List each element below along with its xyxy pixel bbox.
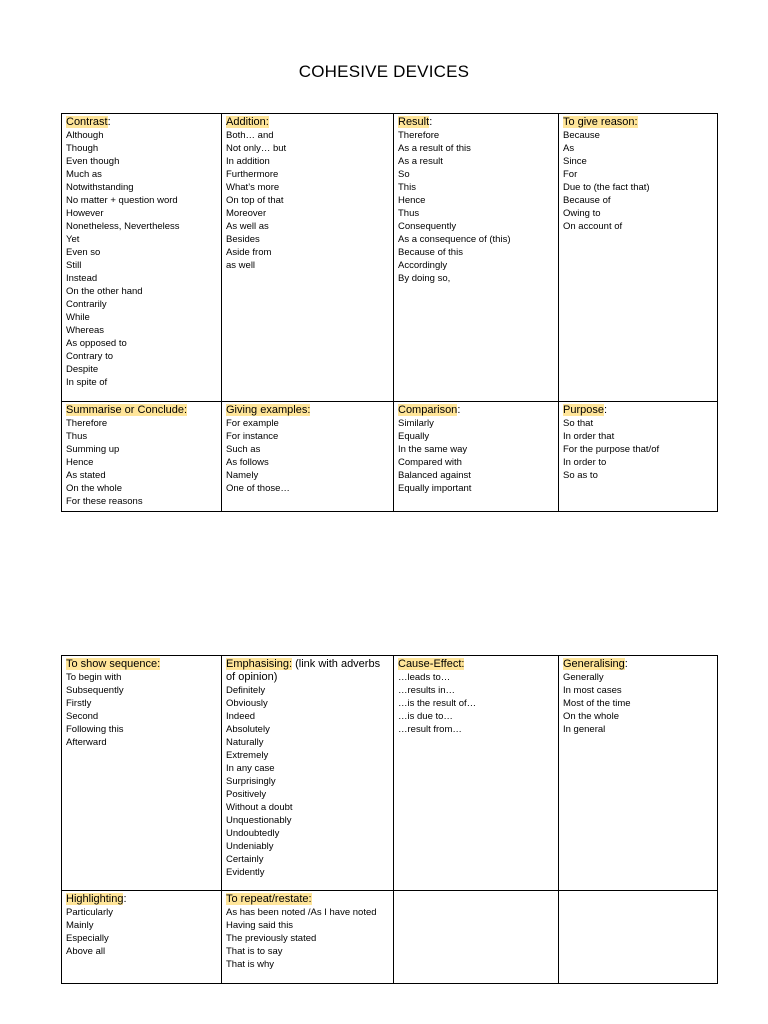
list-item: Moreover	[226, 208, 267, 219]
list-item: As follows	[226, 457, 269, 468]
list-item: Though	[66, 143, 99, 154]
list-item: Above all	[66, 946, 106, 957]
list-item: Hence	[66, 457, 94, 468]
list-item: Equally	[398, 431, 430, 442]
list-item: To begin with	[66, 672, 122, 683]
list-item: Both… and	[226, 130, 274, 141]
list-item: Because	[563, 130, 600, 141]
category-cell	[62, 656, 222, 891]
category-cell	[559, 656, 718, 891]
list-item: While	[66, 312, 90, 323]
list-item: On the whole	[66, 483, 122, 494]
list-item: Accordingly	[398, 260, 448, 271]
list-item: Summing up	[66, 444, 120, 455]
category-cell	[394, 402, 559, 512]
list-item: For	[563, 169, 578, 180]
list-item: That is why	[226, 959, 275, 970]
list-item: Indeed	[226, 711, 256, 722]
list-item: As stated	[66, 470, 106, 481]
category-suffix: :	[429, 116, 433, 128]
list-item: In spite of	[66, 377, 108, 388]
category-heading	[66, 658, 217, 671]
list-item: Balanced against	[398, 470, 471, 481]
category-title: Contrast	[66, 116, 108, 128]
list-item: Surprisingly	[226, 776, 276, 787]
list-item: Although	[66, 130, 104, 141]
category-cell	[222, 656, 394, 891]
list-item: …is the result of…	[398, 698, 477, 709]
list-item: In general	[563, 724, 606, 735]
list-item: Due to (the fact that)	[563, 182, 650, 193]
category-cell	[222, 402, 394, 512]
list-item: As opposed to	[66, 338, 127, 349]
word-list	[398, 417, 554, 495]
list-item: Even so	[66, 247, 101, 258]
category-cell	[62, 114, 222, 402]
list-item: Therefore	[66, 418, 108, 429]
list-item: Even though	[66, 156, 120, 167]
list-item: Certainly	[226, 854, 264, 865]
category-suffix: :	[107, 116, 111, 128]
word-list	[563, 129, 713, 233]
category-title: Giving examples:	[226, 404, 311, 416]
list-item: Instead	[66, 273, 98, 284]
category-suffix: (link with adverbs of opinion)	[226, 658, 381, 683]
devices-table-2	[61, 655, 718, 984]
list-item: Since	[563, 156, 587, 167]
list-item: What’s more	[226, 182, 280, 193]
category-suffix: :	[624, 658, 628, 670]
category-cell	[559, 402, 718, 512]
table-row	[62, 891, 718, 984]
category-title: To show sequence:	[66, 658, 161, 670]
word-list	[398, 671, 554, 736]
list-item: As has been noted /As I have noted	[226, 907, 377, 918]
word-list	[563, 671, 713, 736]
category-heading	[226, 404, 389, 417]
list-item: Yet	[66, 234, 80, 245]
category-title: Summarise or Conclude:	[66, 404, 188, 416]
category-cell	[222, 114, 394, 402]
list-item: Especially	[66, 933, 109, 944]
list-item: Evidently	[226, 867, 265, 878]
list-item: Generally	[563, 672, 604, 683]
page-title: COHESIVE DEVICES	[298, 62, 470, 81]
list-item: For the purpose that/of	[563, 444, 660, 455]
list-item: Undeniably	[226, 841, 274, 852]
list-item: Because of	[563, 195, 611, 206]
category-heading	[66, 404, 217, 417]
category-heading	[563, 404, 713, 417]
table-row	[62, 656, 718, 891]
category-suffix: :	[457, 404, 461, 416]
list-item: Similarly	[398, 418, 434, 429]
category-cell	[222, 891, 394, 984]
list-item: However	[66, 208, 104, 219]
list-item: For example	[226, 418, 279, 429]
category-cell	[559, 891, 718, 984]
list-item: …results in…	[398, 685, 456, 696]
list-item: Not only… but	[226, 143, 287, 154]
word-list	[66, 671, 217, 749]
list-item: Firstly	[66, 698, 92, 709]
list-item: Having said this	[226, 920, 294, 931]
list-item: Consequently	[398, 221, 457, 232]
list-item: One of those…	[226, 483, 290, 494]
list-item: Hence	[398, 195, 426, 206]
word-list	[66, 906, 217, 958]
list-item: On the whole	[563, 711, 619, 722]
list-item: Besides	[226, 234, 260, 245]
category-title: Highlighting	[66, 893, 124, 905]
list-item: On top of that	[226, 195, 284, 206]
list-item: Still	[66, 260, 82, 271]
list-item: The previously stated	[226, 933, 317, 944]
table-row	[62, 402, 718, 512]
category-suffix: :	[123, 893, 127, 905]
list-item: Thus	[66, 431, 88, 442]
category-title: Comparison	[398, 404, 458, 416]
list-item: Thus	[398, 208, 420, 219]
list-item: As a result of this	[398, 143, 471, 154]
list-item: As	[563, 143, 575, 154]
list-item: Furthermore	[226, 169, 279, 180]
list-item: So	[398, 169, 410, 180]
category-cell	[62, 891, 222, 984]
list-item: Contrarily	[66, 299, 107, 310]
category-heading	[563, 116, 713, 129]
category-suffix: :	[603, 404, 608, 416]
category-cell	[394, 891, 559, 984]
list-item: On the other hand	[66, 286, 143, 297]
category-heading	[226, 116, 389, 129]
list-item: Because of this	[398, 247, 463, 258]
list-item: Obviously	[226, 698, 268, 709]
list-item: Undoubtedly	[226, 828, 280, 839]
list-item: Following this	[66, 724, 124, 735]
list-item: Namely	[226, 470, 259, 481]
category-title: Addition:	[226, 116, 269, 128]
list-item: As a consequence of (this)	[398, 234, 511, 245]
category-heading	[563, 658, 713, 671]
word-list	[66, 417, 217, 508]
list-item: For these reasons	[66, 496, 143, 507]
list-item: Positively	[226, 789, 267, 800]
category-heading	[66, 893, 217, 906]
list-item: Therefore	[398, 130, 440, 141]
list-item: Much as	[66, 169, 102, 180]
list-item: …is due to…	[398, 711, 453, 722]
list-item: Such as	[226, 444, 261, 455]
list-item: Definitely	[226, 685, 266, 696]
word-list	[226, 417, 389, 495]
list-item: Extremely	[226, 750, 269, 761]
category-title: To repeat/restate:	[226, 893, 312, 905]
category-title: Result	[398, 116, 430, 128]
list-item: That is to say	[226, 946, 283, 957]
word-list	[563, 417, 713, 482]
list-item: In order that	[563, 431, 615, 442]
list-item: Second	[66, 711, 99, 722]
list-item: Absolutely	[226, 724, 270, 735]
list-item: Mainly	[66, 920, 94, 931]
list-item: Particularly	[66, 907, 113, 918]
list-item: As a result	[398, 156, 443, 167]
list-item: Without a doubt	[226, 802, 293, 813]
list-item: Whereas	[66, 325, 105, 336]
list-item: …leads to…	[398, 672, 451, 683]
word-list	[226, 129, 389, 272]
list-item: As well as	[226, 221, 269, 232]
word-list	[398, 129, 554, 285]
list-item: Owing to	[563, 208, 601, 219]
category-heading	[226, 658, 389, 684]
list-item: This	[398, 182, 416, 193]
list-item: Naturally	[226, 737, 264, 748]
list-item: So that	[563, 418, 594, 429]
list-item: Subsequently	[66, 685, 124, 696]
list-item: So as to	[563, 470, 598, 481]
list-item: For instance	[226, 431, 279, 442]
list-item: On account of	[563, 221, 623, 232]
list-item: Aside from	[226, 247, 272, 258]
word-list	[226, 684, 389, 879]
list-item: Nonetheless, Nevertheless	[66, 221, 180, 232]
list-item: Notwithstanding	[66, 182, 134, 193]
category-cell	[62, 402, 222, 512]
category-heading	[398, 404, 554, 417]
category-cell	[394, 114, 559, 402]
list-item: Compared with	[398, 457, 462, 468]
devices-table-1	[61, 113, 718, 512]
category-title: Generalising	[563, 658, 625, 670]
list-item: Unquestionably	[226, 815, 292, 826]
category-heading	[398, 658, 554, 671]
list-item: Equally important	[398, 483, 472, 494]
list-item: Most of the time	[563, 698, 631, 709]
list-item: In any case	[226, 763, 275, 774]
list-item: Afterward	[66, 737, 107, 748]
list-item: …result from…	[398, 724, 462, 735]
table-row	[62, 114, 718, 402]
list-item: In most cases	[563, 685, 622, 696]
list-item: Despite	[66, 364, 99, 375]
list-item: In order to	[563, 457, 607, 468]
category-title: Emphasising:	[226, 658, 293, 670]
category-heading	[66, 116, 217, 129]
list-item: In the same way	[398, 444, 468, 455]
list-item: as well	[226, 260, 256, 271]
category-cell	[559, 114, 718, 402]
category-title: Cause-Effect:	[398, 658, 465, 670]
list-item: In addition	[226, 156, 270, 167]
category-title: Purpose	[563, 404, 604, 416]
list-item: Contrary to	[66, 351, 113, 362]
category-heading	[398, 116, 554, 129]
list-item: No matter + question word	[66, 195, 178, 206]
category-title: To give reason:	[563, 116, 638, 128]
category-heading	[226, 893, 389, 906]
list-item: By doing so,	[398, 273, 451, 284]
category-cell	[394, 656, 559, 891]
word-list	[66, 129, 217, 389]
word-list	[226, 906, 389, 971]
